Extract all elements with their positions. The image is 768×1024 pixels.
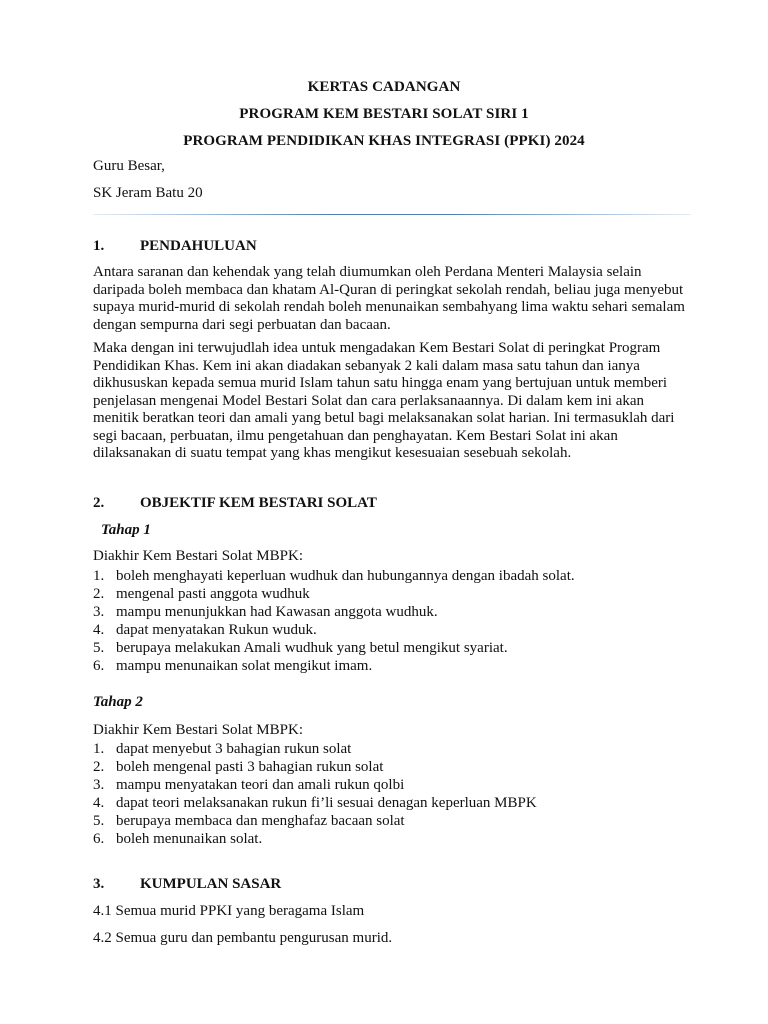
tahap-1-list: [93, 567, 575, 675]
list-item: 5. berupaya melakukan Amali wudhuk yang betul mengikut syariat.: [93, 640, 508, 656]
paragraph-line: dilaksanakan di suatu tempat yang khas mengikut kesesuaian sesebuah sekolah.: [93, 445, 572, 461]
tahap-2-label: Tahap 2: [93, 694, 143, 710]
section-heading-kumpulan-sasar: [93, 876, 281, 893]
paragraph-purpose: [93, 340, 703, 463]
tahap-1-intro: Diakhir Kem Bestari Solat MBPK:: [93, 548, 303, 564]
section-title: KUMPULAN SASAR: [140, 876, 282, 892]
target-group-item: 4.1 Semua murid PPKI yang beragama Islam: [93, 903, 365, 919]
list-item: 6. boleh menunaikan solat.: [93, 831, 263, 847]
paragraph-line: segi bacaan, perbuatan, ilmu pengetahuan dan penghayatan. Kem Bestari Solat ini akan: [93, 427, 618, 444]
salutation: Guru Besar,: [93, 158, 165, 174]
paragraph-line: Antara saranan dan kehendak yang telah diumumkan oleh Perdana Menteri Malaysia selain: [93, 264, 642, 280]
list-item: 1. dapat menyebut 3 bahagian rukun solat: [93, 741, 352, 757]
section-number: 3.: [93, 876, 105, 892]
paragraph-line: supaya murid-murid di sekolah rendah boleh menunaikan sembahyang lima waktu sehari semalam: [93, 299, 685, 315]
paragraph-line: dengan sempurna dari segi perbuatan dan bacaan.: [93, 316, 391, 333]
paragraph-line: daripada boleh membaca dan khatam Al-Quran di peringkat sekolah rendah, beliau juga menyebut: [93, 281, 684, 298]
paragraph-intro: [93, 264, 703, 334]
target-group-item: 4.2 Semua guru dan pembantu pengurusan murid.: [93, 930, 393, 946]
paragraph-line: menitik beratkan teori dan amali yang betul bagi melaksanakan solat harian. Ini termasuklah dari: [93, 410, 675, 426]
list-item: 3. mampu menunjukkan had Kawasan anggota wudhuk.: [93, 604, 438, 620]
program-title: PROGRAM KEM BESTARI SOLAT SIRI 1: [239, 106, 529, 122]
school-name: SK Jeram Batu 20: [93, 185, 203, 201]
list-item: 2. boleh mengenal pasti 3 bahagian rukun solat: [93, 759, 384, 775]
list-item: 4. dapat menyatakan Rukun wuduk.: [93, 622, 317, 638]
section-number: 2.: [93, 495, 105, 511]
list-item: 3. mampu menyatakan teori dan amali rukun qolbi: [93, 777, 405, 793]
paragraph-line: Maka dengan ini terwujudlah idea untuk mengadakan Kem Bestari Solat di peringkat Program: [93, 340, 661, 356]
tahap-1-label: Tahap 1: [101, 522, 151, 538]
doc-title: KERTAS CADANGAN: [307, 79, 461, 95]
paragraph-line: dikhususkan kepada semua murid Islam tahun satu hingga enam yang bertujuan untuk memberi: [93, 375, 668, 391]
list-item: 1. boleh menghayati keperluan wudhuk dan hubungannya dengan ibadah solat.: [93, 568, 575, 584]
list-item: 2. mengenal pasti anggota wudhuk: [93, 586, 310, 602]
list-item: 4. dapat teori melaksanakan rukun fi’li sesuai denagan keperluan MBPK: [93, 795, 537, 811]
section-title: PENDAHULUAN: [140, 238, 257, 254]
list-item: 6. mampu menunaikan solat mengikut imam.: [93, 658, 373, 674]
horizontal-divider: [93, 214, 691, 215]
paragraph-line: penjelasan mengenai Model Bestari Solat dan cara perlaksanaannya. Di dalam kem ini akan: [93, 392, 645, 409]
section-title: OBJEKTIF KEM BESTARI SOLAT: [140, 495, 377, 511]
tahap-2-list: [93, 740, 537, 848]
list-item: 5. berupaya membaca dan menghafaz bacaan solat: [93, 813, 405, 829]
section-heading-objektif: [93, 495, 377, 512]
section-number: 1.: [93, 238, 105, 254]
paragraph-line: Pendidikan Khas. Kem ini akan diadakan sebanyak 2 kali dalam masa satu tahun dan ianya: [93, 357, 640, 374]
program-subtitle: PROGRAM PENDIDIKAN KHAS INTEGRASI (PPKI) 2024: [183, 133, 585, 149]
tahap-2-intro: Diakhir Kem Bestari Solat MBPK:: [93, 722, 303, 738]
section-heading-pendahuluan: [93, 238, 257, 255]
